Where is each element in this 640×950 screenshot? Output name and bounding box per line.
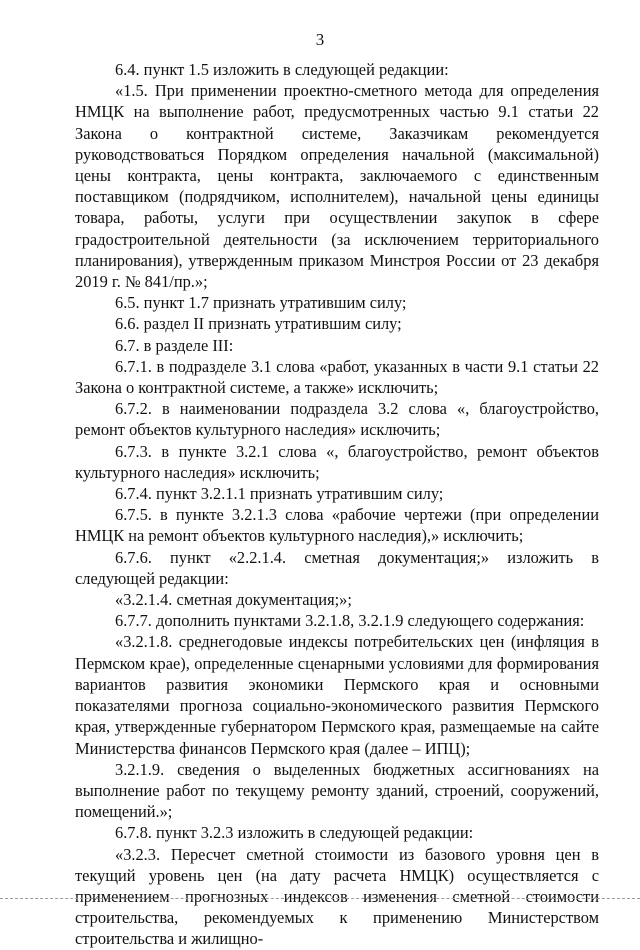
paragraph-6-7-7: 6.7.7. дополнить пунктами 3.2.1.8, 3.2.1.9 следующего содержания: <box>115 611 585 631</box>
paragraph-6-6: 6.6. раздел II признать утратившим силу; <box>115 314 402 334</box>
paragraph-6-7-3: 6.7.3. в пункте 3.2.1 слова «, благоустройство, ремонт объектов культурного наследия» исключить; <box>75 441 599 482</box>
paragraph-6-7-8: 6.7.8. пункт 3.2.3 изложить в следующей редакции: <box>115 823 474 843</box>
paragraph-1-5-text: «1.5. При применении проектно-сметного метода для определения НМЦК на выполнение работ, предусмотренных частью 9.1 статьи 22 Закона о контрактной системе, Заказчикам рекомендуется руководствоваться Порядком определения начальной (максимальной) цены контракта, цены контракта, заключаемого с единственным поставщиком (подрядчиком, исполнителем), начальной цены единицы товара, работы, услуги при осуществлении закупок в сфере градостроительной деятельности (за исключением территориального планирования), утвержденным приказом Минстроя России от 23 декабря 2019 г. № 841/пр.»; <box>75 81 599 292</box>
paragraph-6-4: 6.4. пункт 1.5 изложить в следующей редакции: <box>115 60 449 79</box>
paragraph-3-2-1-8: «3.2.1.8. среднегодовые индексы потребительских цен (инфляция в Пермском крае), определенные сценарными условиями для формирования вариантов развития экономики Пермского края и основными показателями прогноза социально-экономического развития Пермского края, утвержденные губернатором Пермского края, размещаемые на сайте Министерства финансов Пермского края (далее – ИПЦ); <box>75 632 599 758</box>
document-body <box>75 59 599 950</box>
paragraph-6-5: 6.5. пункт 1.7 признать утратившим силу; <box>115 293 407 313</box>
paragraph-6-7-5: 6.7.5. в пункте 3.2.1.3 слова «рабочие чертежи (при определении НМЦК на ремонт объектов культурного наследия),» исключить; <box>75 505 599 546</box>
scan-bottom-edge <box>0 898 640 899</box>
paragraph-6-7-6: 6.7.6. пункт «2.2.1.4. сметная документация;» изложить в следующей редакции: <box>75 547 599 588</box>
paragraph-3-2-1-4: «3.2.1.4. сметная документация;»; <box>115 590 352 610</box>
paragraph-6-7-1: 6.7.1. в подразделе 3.1 слова «работ, указанных в части 9.1 статьи 22 Закона о контрактной системе, а также» исключить; <box>75 356 599 398</box>
paragraph-3-2-1-9: 3.2.1.9. сведения о выделенных бюджетных ассигнованиях на выполнение работ по текущему ремонту зданий, строений, сооружений, помещений.»; <box>75 759 599 822</box>
paragraph-6-7: 6.7. в разделе III: <box>115 335 234 355</box>
page-number: 3 <box>315 30 325 49</box>
paragraph-3-2-3: «3.2.3. Пересчет сметной стоимости из базового уровня цен в текущий уровень цен (на дату расчета НМЦК) осуществляется с применением прогнозных индексов изменения сметной стоимости строительства, рекомендуемых к применению Министерством строительства и жилищно- <box>75 844 599 949</box>
paragraph-6-7-2: 6.7.2. в наименовании подраздела 3.2 слова «, благоустройство, ремонт объектов культурного наследия» исключить; <box>75 399 599 440</box>
paragraph-6-7-4: 6.7.4. пункт 3.2.1.1 признать утратившим силу; <box>115 484 444 504</box>
